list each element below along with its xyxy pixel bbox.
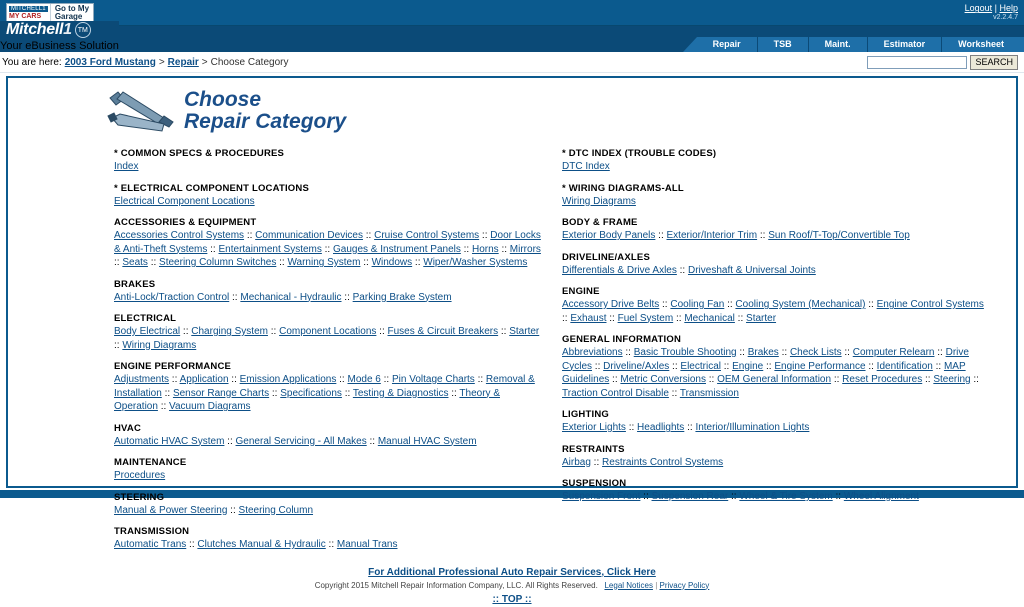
link-separator: ::	[366, 435, 378, 447]
category-group-heading: BRAKES	[114, 278, 156, 290]
left-category-column	[114, 148, 544, 561]
category-group	[562, 148, 992, 174]
link-separator: ::	[934, 347, 946, 358]
category-group	[114, 217, 544, 270]
category-link[interactable]: Transmission	[679, 387, 739, 399]
category-link[interactable]: Wiring Diagrams	[562, 195, 636, 207]
tab-estimator[interactable]: Estimator	[868, 37, 943, 52]
link-separator: ::	[655, 230, 667, 241]
breadcrumb-vehicle[interactable]: 2003 Ford Mustang	[64, 56, 156, 68]
breadcrumb-current: Choose Category	[210, 56, 289, 68]
category-group-heading: GENERAL INFORMATION	[562, 334, 682, 345]
link-separator: ::	[186, 539, 198, 550]
breadcrumb-arrow-2: >	[201, 56, 208, 68]
category-link[interactable]: Mirrors	[509, 243, 541, 255]
category-group	[114, 361, 544, 414]
wrench-screwdriver-icon	[104, 88, 176, 134]
category-group	[114, 148, 544, 174]
category-link[interactable]: DTC Index	[562, 161, 610, 172]
category-group-heading: * COMMON SPECS & PROCEDURES	[114, 148, 285, 159]
category-link[interactable]: Automatic Trans	[114, 539, 187, 550]
category-link[interactable]: Specifications	[280, 387, 342, 399]
my-cars-logo	[7, 4, 51, 22]
copyright-row	[14, 580, 1010, 592]
link-separator: ::	[169, 374, 180, 385]
link-separator: ::	[669, 360, 681, 372]
logo-name: Mitchell	[6, 21, 64, 38]
category-link[interactable]: Wiring Diagrams	[122, 339, 197, 351]
category-group-heading: ACCESSORIES & EQUIPMENT	[114, 217, 257, 228]
category-group	[114, 313, 544, 352]
category-link[interactable]: Horns	[471, 243, 499, 255]
link-separator: ::	[668, 387, 680, 399]
link-separator: ::	[412, 257, 424, 268]
category-group-heading: SUSPENSION	[562, 478, 627, 489]
category-link[interactable]: Sensor Range Charts	[172, 387, 270, 399]
link-separator: ::	[229, 291, 241, 303]
category-link[interactable]: Fuses & Circuit Breakers	[387, 326, 499, 337]
category-group-heading: MAINTENANCE	[114, 457, 187, 468]
category-link[interactable]: Differentials & Drive Axles	[562, 264, 677, 276]
category-group	[114, 279, 544, 305]
category-group-links	[114, 435, 544, 449]
breadcrumb-bar	[0, 52, 1024, 73]
top-bar	[0, 0, 1024, 26]
page-title-text	[184, 89, 346, 133]
category-link[interactable]: Engine	[732, 360, 764, 372]
link-separator: ::	[763, 360, 775, 372]
category-link[interactable]: Emission Applications	[239, 374, 337, 385]
category-link[interactable]: Restraints Control Systems	[602, 456, 724, 468]
category-group-heading: * DTC INDEX (TROUBLE CODES)	[562, 148, 717, 159]
link-separator: ::	[865, 360, 877, 372]
category-link[interactable]: Driveshaft & Universal Joints	[687, 264, 816, 276]
category-link[interactable]: Charging System	[191, 326, 268, 337]
category-group	[562, 478, 992, 504]
link-separator: ::	[363, 230, 375, 241]
category-link[interactable]: Wheel Alignment	[843, 491, 919, 502]
category-link[interactable]: Mode 6	[347, 374, 381, 385]
category-group	[562, 444, 992, 470]
tab-repair[interactable]: Repair	[697, 37, 758, 52]
privacy-policy-link[interactable]: Privacy Policy	[659, 580, 710, 590]
category-link[interactable]: Wheel & Tire System	[739, 491, 833, 502]
link-separator: ::	[269, 387, 281, 399]
link-separator: ::	[673, 312, 685, 324]
category-group-heading: TRANSMISSION	[114, 526, 190, 537]
link-separator: ::	[831, 374, 843, 385]
category-columns	[14, 136, 1010, 561]
category-group-links	[562, 298, 992, 325]
category-group-links	[114, 373, 544, 414]
category-link[interactable]: Exterior Body Panels	[562, 230, 656, 241]
breadcrumb-arrow-1: >	[158, 56, 165, 68]
back-to-top-link[interactable]: :: TOP ::	[492, 593, 532, 605]
link-separator: ::	[479, 230, 491, 241]
category-link[interactable]: Accessory Drive Belts	[562, 299, 660, 310]
category-group-links	[114, 195, 544, 209]
link-separator: ::	[147, 257, 160, 268]
tab-worksheet[interactable]: Worksheet	[942, 37, 1024, 52]
category-group-links	[114, 160, 544, 174]
category-group	[114, 423, 544, 449]
link-separator: ::	[227, 504, 239, 516]
category-group	[562, 252, 992, 278]
category-link[interactable]: Engine Control Systems	[876, 299, 984, 310]
link-separator: ::	[267, 326, 280, 337]
category-group-heading: BODY & FRAME	[562, 217, 638, 228]
footer-divider: |	[655, 580, 658, 590]
logo-wordmark	[6, 21, 72, 39]
link-separator: ::	[325, 539, 337, 550]
link-separator: ::	[336, 374, 348, 385]
link-separator: ::	[684, 422, 696, 433]
link-separator: ::	[728, 491, 740, 502]
link-separator: ::	[562, 312, 571, 324]
category-group-links	[114, 229, 544, 270]
category-link[interactable]: Basic Trouble Shooting	[633, 347, 737, 358]
category-group-links	[562, 195, 992, 209]
link-separator: ::	[321, 243, 333, 255]
category-link[interactable]: Starter	[509, 326, 540, 337]
category-link[interactable]: Check Lists	[789, 347, 842, 358]
tab-tsb[interactable]: TSB	[758, 37, 809, 52]
category-group-links	[562, 456, 992, 470]
category-link[interactable]: Sun Roof/T-Top/Convertible Top	[768, 230, 910, 241]
breadcrumb-repair[interactable]: Repair	[167, 56, 199, 68]
category-group-heading: ENGINE	[562, 286, 600, 297]
category-group-links	[562, 421, 992, 435]
link-separator: ::	[640, 491, 652, 502]
link-separator: ::	[376, 326, 388, 337]
category-group	[562, 409, 992, 435]
link-separator: ::	[341, 387, 353, 399]
category-link[interactable]: Electrical Component Locations	[114, 195, 255, 207]
category-group	[114, 183, 544, 209]
brand-tag: MITCHELL1	[11, 5, 46, 12]
logout-link[interactable]: Logout	[964, 3, 993, 14]
category-link[interactable]: Cooling Fan	[670, 299, 725, 310]
right-category-column	[562, 148, 992, 561]
category-group-links	[114, 469, 544, 483]
category-link[interactable]: Identification	[876, 360, 933, 372]
category-link[interactable]: Suspension Front	[562, 491, 641, 502]
category-link[interactable]: Exterior/Interior Trim	[666, 230, 758, 241]
link-separator: ::	[157, 401, 170, 412]
category-link[interactable]: Fuel System	[617, 312, 674, 324]
mitchell1-logo[interactable]	[0, 21, 119, 52]
main-nav-tabs	[683, 26, 1024, 52]
category-group-heading: HVAC	[114, 422, 142, 434]
category-link[interactable]: Metric Conversions	[620, 374, 706, 385]
link-separator: ::	[778, 347, 790, 358]
link-separator: ::	[609, 374, 621, 385]
link-separator: ::	[676, 264, 688, 276]
category-group-heading: DRIVELINE/AXLES	[562, 251, 650, 263]
category-link[interactable]: Suspension Rear	[651, 491, 729, 502]
category-link[interactable]: Wiper/Washer Systems	[423, 257, 528, 268]
top-right-links	[965, 3, 1018, 21]
category-link[interactable]: Cruise Control Systems	[374, 230, 480, 241]
category-group-links	[562, 264, 992, 278]
category-group-links	[114, 291, 544, 305]
category-link[interactable]: Windows	[371, 257, 413, 268]
category-link[interactable]: Driveline/Axles	[603, 360, 670, 372]
category-link[interactable]: Mechanical	[684, 312, 735, 324]
category-link[interactable]: Airbag	[562, 456, 591, 468]
category-link[interactable]: Accessories Control Systems	[114, 230, 245, 241]
link-separator: ::	[970, 374, 979, 385]
link-separator: ::	[276, 257, 288, 268]
go-to-garage-line2: Garage	[54, 11, 83, 21]
category-link[interactable]: Vacuum Diagrams	[169, 401, 251, 412]
category-link[interactable]: Index	[114, 161, 139, 172]
category-group-links	[114, 538, 544, 552]
category-link[interactable]: Electrical	[680, 360, 721, 372]
content-panel	[6, 76, 1018, 605]
category-link[interactable]: Starter	[746, 312, 777, 324]
legal-notices-link[interactable]: Legal Notices	[604, 580, 653, 590]
category-group-heading: ENGINE PERFORMANCE	[114, 361, 232, 372]
category-group-links	[562, 346, 992, 400]
breadcrumb-prefix: You are here:	[2, 56, 62, 68]
link-separator: ::	[224, 435, 236, 447]
link-separator: ::	[734, 312, 747, 324]
category-link[interactable]: Steering Column	[238, 504, 314, 516]
link-separator: ::	[705, 374, 718, 385]
link-separator: ::	[498, 326, 510, 337]
link-separator: ::	[832, 491, 844, 502]
help-link[interactable]: Help	[999, 3, 1018, 14]
category-group-heading: ELECTRICAL	[114, 313, 177, 324]
category-link[interactable]: Parking Brake System	[352, 291, 452, 303]
category-link[interactable]: Drive Cycles	[562, 347, 969, 372]
category-link[interactable]: OEM General Information	[717, 374, 832, 385]
category-group	[114, 492, 544, 518]
category-link[interactable]: Door Locks & Anti-Theft Systems	[114, 230, 541, 255]
category-link[interactable]: Headlights	[637, 422, 685, 433]
link-separator: ::	[360, 257, 372, 268]
category-group	[114, 526, 544, 552]
category-link[interactable]: Clutches Manual & Hydraulic	[197, 539, 326, 550]
category-link[interactable]: Brakes	[747, 347, 779, 358]
category-link[interactable]: Body Electrical	[114, 326, 181, 337]
category-group-links	[562, 490, 992, 504]
link-separator: ::	[474, 374, 486, 385]
category-link[interactable]: Manual Trans	[336, 539, 398, 550]
category-link[interactable]: MAP Guidelines	[562, 360, 966, 385]
page-title-line2: Repair Category	[184, 110, 347, 133]
link-separator: ::	[460, 243, 472, 255]
panel-footer	[14, 565, 1010, 607]
link-separator: ::	[720, 360, 733, 372]
category-link[interactable]: Anti-Lock/Traction Control	[114, 291, 230, 303]
category-group	[562, 334, 992, 400]
link-separator: ::	[659, 299, 671, 310]
link-separator: ::	[228, 374, 240, 385]
link-separator: ::	[865, 299, 877, 310]
link-divider: |	[994, 3, 997, 14]
link-separator: ::	[606, 312, 618, 324]
category-link[interactable]: Abbreviations	[562, 347, 623, 358]
search-button[interactable]: SEARCH	[970, 55, 1018, 70]
category-group-links	[114, 325, 544, 352]
link-separator: ::	[622, 347, 634, 358]
link-separator: ::	[724, 299, 736, 310]
category-group	[562, 183, 992, 209]
category-link[interactable]: Manual & Power Steering	[114, 504, 228, 516]
link-separator: ::	[590, 456, 603, 468]
category-link[interactable]: Adjustments	[114, 374, 170, 385]
category-group	[114, 457, 544, 483]
search-input[interactable]	[867, 56, 967, 69]
category-group-heading: STEERING	[114, 491, 165, 503]
category-link[interactable]: Exterior Lights	[562, 422, 626, 433]
brand-bar	[0, 21, 1024, 52]
link-separator: ::	[625, 422, 638, 433]
link-separator: ::	[161, 387, 173, 399]
category-link[interactable]: Computer Relearn	[852, 347, 935, 358]
link-separator: ::	[380, 374, 392, 385]
link-separator: ::	[114, 257, 123, 268]
my-cars-label: MY CARS	[9, 12, 42, 20]
breadcrumb	[2, 57, 288, 68]
category-link[interactable]: Removal & Installation	[114, 374, 535, 399]
go-to-garage-line1: Go to My	[54, 3, 90, 13]
category-link[interactable]: Steering Column Switches	[159, 257, 277, 268]
category-link[interactable]: Cooling System (Mechanical)	[735, 299, 866, 310]
category-group-links	[114, 504, 544, 518]
link-separator: ::	[922, 374, 934, 385]
category-link[interactable]: Application	[179, 374, 229, 385]
category-link[interactable]: Testing & Diagnostics	[352, 387, 449, 399]
category-link[interactable]: Theory & Operation	[114, 387, 500, 412]
category-link[interactable]: Engine Performance	[774, 360, 866, 372]
link-separator: ::	[498, 243, 510, 255]
category-group	[562, 217, 992, 243]
category-group-heading: * WIRING DIAGRAMS-ALL	[562, 182, 684, 194]
copyright-text: Copyright 2015 Mitchell Repair Information Company, LLC. All Rights Reserved.	[314, 580, 598, 590]
category-group-heading: LIGHTING	[562, 409, 609, 420]
tab-maint[interactable]: Maint.	[809, 37, 868, 52]
category-group-links	[562, 160, 992, 174]
category-link[interactable]: Interior/Illumination Lights	[695, 422, 810, 433]
link-separator: ::	[448, 387, 460, 399]
category-link[interactable]: Automatic HVAC System	[114, 435, 225, 447]
category-link[interactable]: Communication Devices	[255, 230, 363, 241]
category-link[interactable]: Pin Voltage Charts	[391, 374, 475, 385]
go-to-garage-label	[51, 4, 93, 22]
category-link[interactable]: Traction Control Disable	[562, 387, 669, 399]
logo-one: 1	[63, 21, 72, 38]
category-link[interactable]: Warning System	[287, 257, 361, 268]
category-group-heading: RESTRAINTS	[562, 443, 625, 455]
link-separator: ::	[932, 360, 944, 372]
category-group-heading: * ELECTRICAL COMPONENT LOCATIONS	[114, 182, 309, 194]
page-title-line1: Choose	[184, 87, 262, 111]
search-area	[867, 55, 1024, 70]
category-link[interactable]: Component Locations	[279, 326, 377, 337]
category-group	[562, 286, 992, 325]
category-link[interactable]: Reset Procedures	[842, 374, 923, 385]
link-separator: ::	[736, 347, 748, 358]
link-separator: ::	[592, 360, 604, 372]
category-link[interactable]: Seats	[122, 257, 148, 268]
page-title	[14, 84, 1010, 136]
go-to-my-garage-button[interactable]	[6, 3, 94, 23]
link-separator: ::	[114, 339, 123, 351]
category-group-links	[562, 229, 992, 243]
category-link[interactable]: Gauges & Instrument Panels	[333, 243, 461, 255]
category-link[interactable]: Procedures	[114, 470, 166, 481]
link-separator: ::	[757, 230, 769, 241]
link-separator: ::	[244, 230, 256, 241]
category-link[interactable]: Mechanical - Hydraulic	[240, 291, 342, 303]
pro-services-link[interactable]: For Additional Professional Auto Repair Services, Click Here	[368, 566, 656, 578]
logo-tagline: Your eBusiness Solution	[0, 40, 119, 52]
version-label: v2.2.4.7	[993, 13, 1018, 21]
category-link[interactable]: Exhaust	[570, 312, 607, 324]
category-link[interactable]: Manual HVAC System	[377, 435, 477, 447]
link-separator: ::	[841, 347, 853, 358]
trademark-icon: TM	[75, 22, 91, 38]
category-link[interactable]: General Servicing - All Makes	[235, 435, 367, 447]
tab-skew-edge	[683, 37, 697, 52]
category-link[interactable]: Steering	[933, 374, 971, 385]
link-separator: ::	[341, 291, 353, 303]
link-separator: ::	[207, 243, 219, 255]
category-link[interactable]: Entertainment Systems	[218, 243, 322, 255]
link-separator: ::	[180, 326, 192, 337]
